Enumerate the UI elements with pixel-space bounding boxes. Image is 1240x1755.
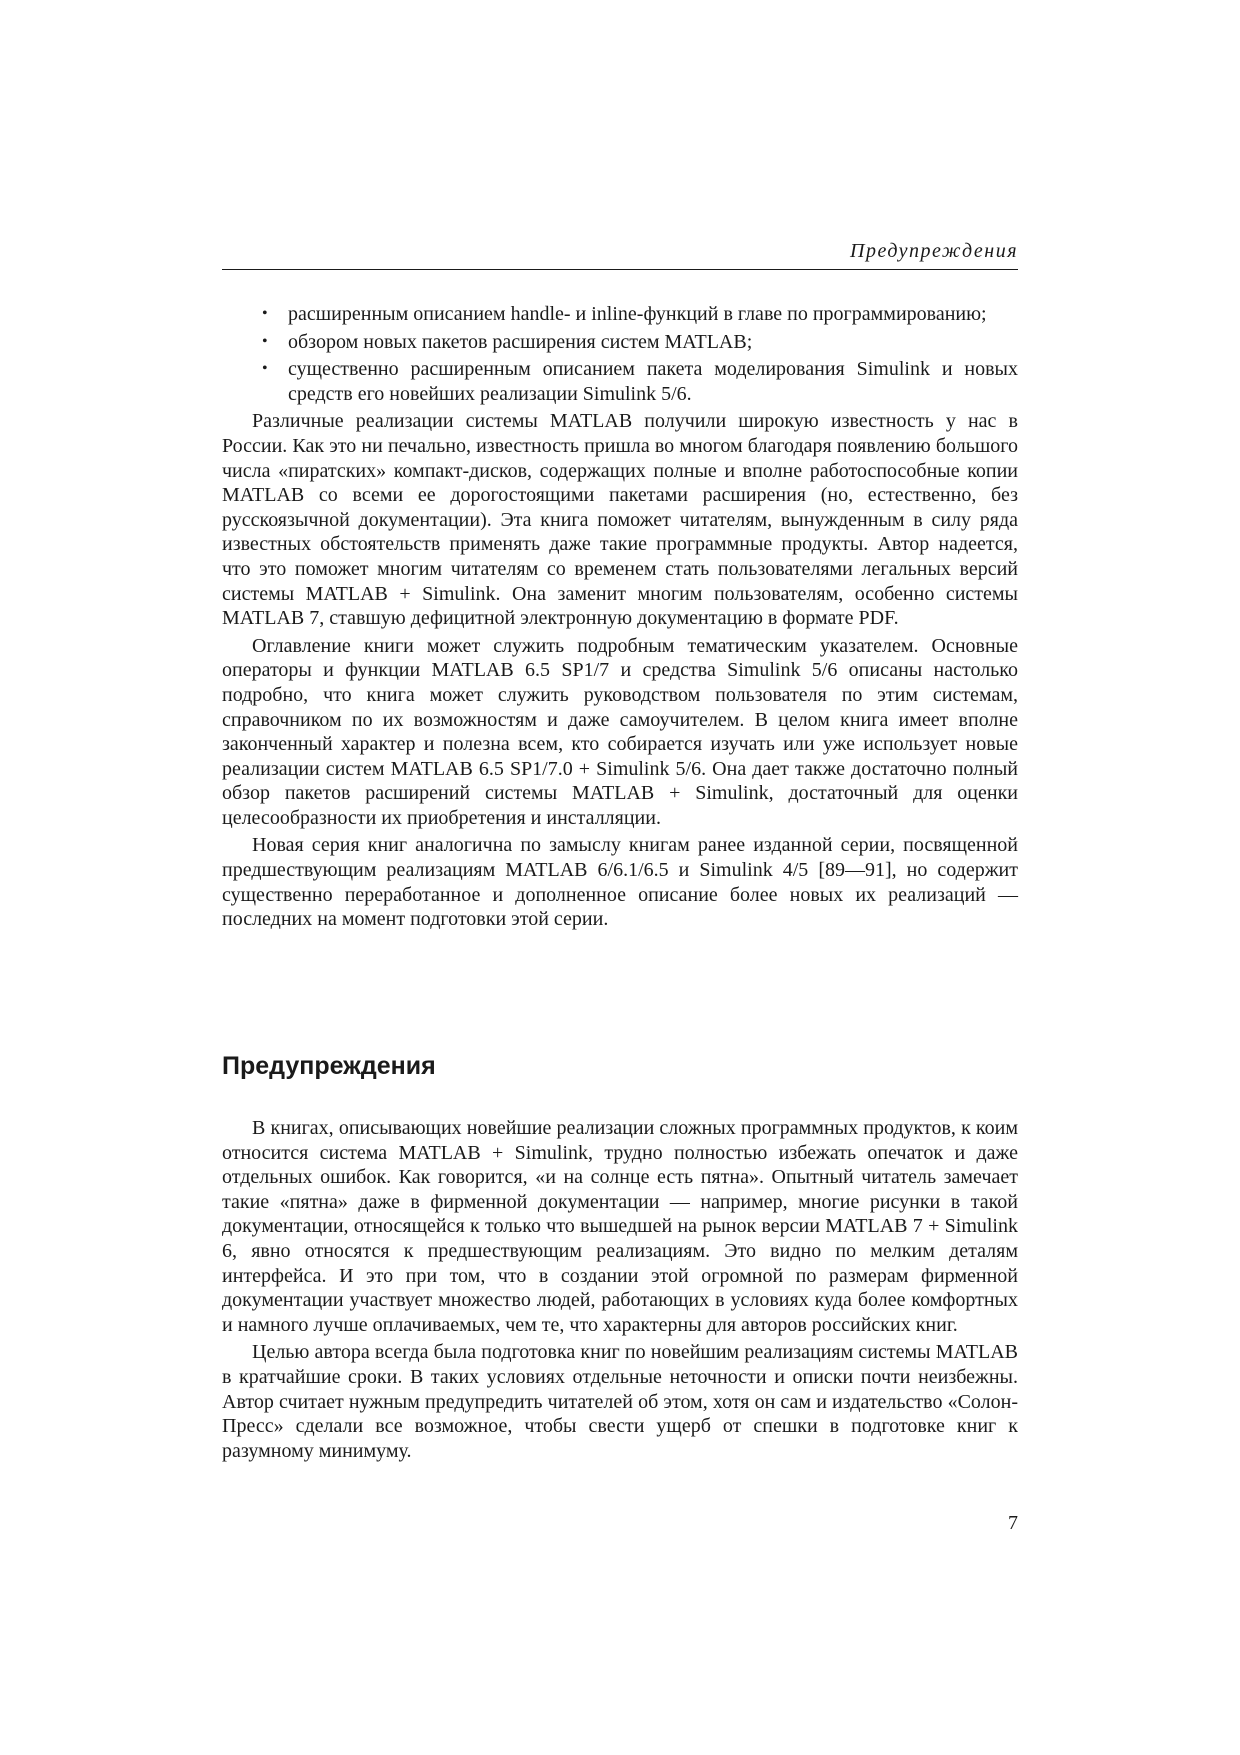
bullet-item: • обзором новых пакетов расширения систем MATLAB; [288,330,1018,355]
paragraph: В книгах, описывающих новейшие реализации сложных программных продуктов, к коим относится система MATLAB + Simulink, трудно полностью избежать опечаток и даже отдельных ошибок. Как говорится, «и на солнце есть пятна». Опытный читатель замечает такие «пятна» даже в фирменной документации — например, многие рисунки в такой документации, относящейся к только что вышедшей на рынок версии MATLAB 7 + Simulink 6, явно относятся к предшествующим реализациям. Это видно по мелким деталям интерфейса. И это при том, что в создании этой огромной по размерам фирменной документации участвует множество людей, работающих в условиях куда более комфортных и намного лучше оплачиваемых, чем те, что характерны для авторов российских книг. [222,1117,1018,1336]
paragraph: Оглавление книги может служить подробным тематическим указателем. Основные операторы и функции MATLAB 6.5 SP1/7 и средства Simulink 5/6 описаны настолько подробно, что книга может служить руководством пользователя по этим системам, справочником по их возможностям и даже самоучителем. В целом книга имеет вполне законченный характер и полезна всем, кто собирается изучать или уже использует новые реализации систем MATLAB 6.5 SP1/7.0 + Simulink 5/6. Она дает также достаточно полный обзор пакетов расширений системы MATLAB + Simulink, достаточный для оценки целесообразности их приобретения и инсталляции. [222,634,1018,829]
section-heading: Предупреждения [222,1052,436,1080]
section-text-block [222,1116,1018,1466]
feature-bullet-list [222,302,1018,406]
running-header: Предупреждения [222,240,1018,270]
intro-text-block [222,302,1018,935]
paragraph: Целью автора всегда была подготовка книг по новейшим реализациям системы MATLAB в кратчайшие сроки. В таких условиях отдельные неточности и описки почти неизбежны. Автор считает нужным предупредить читателей об этом, хотя он сам и издательство «Солон-Пресс» сделали все возможное, чтобы свести ущерб от спешки в подготовке книг к разумному минимуму. [222,1341,1018,1462]
paragraph: Новая серия книг аналогична по замыслу книгам ранее изданной серии, посвященной предшествующим реализациям MATLAB 6/6.1/6.5 и Simulink 4/5 [89—91], но содержит существенно переработанное и дополненное описание более новых их реализаций — последних на момент подготовки этой серии. [222,834,1018,931]
bullet-item: • существенно расширенным описанием пакета моделирования Simulink и новых средств его новейших реализации Simulink 5/6. [288,357,1018,406]
bullet-item: • расширенным описанием handle- и inline-функций в главе по программированию; [288,302,1018,327]
page-number: 7 [1008,1512,1018,1534]
paragraph: Различные реализации системы MATLAB получили широкую известность у нас в России. Как это ни печально, известность пришла во многом благодаря появлению большого числа «пиратских» компакт-дисков, содержащих полные и вполне работоспособные копии MATLAB со всеми ее дорогостоящими пакетами расширения (но, естественно, без русскоязычной документации). Эта книга поможет читателям, вынужденным в силу ряда известных обстоятельств применять даже такие программные продукты. Автор надеется, что это поможет многим читателям со временем стать пользователями легальных версий системы MATLAB + Simulink. Она заменит многим пользователям, особенно системы MATLAB 7, ставшую дефицитной электронную документацию в формате PDF. [222,410,1018,630]
